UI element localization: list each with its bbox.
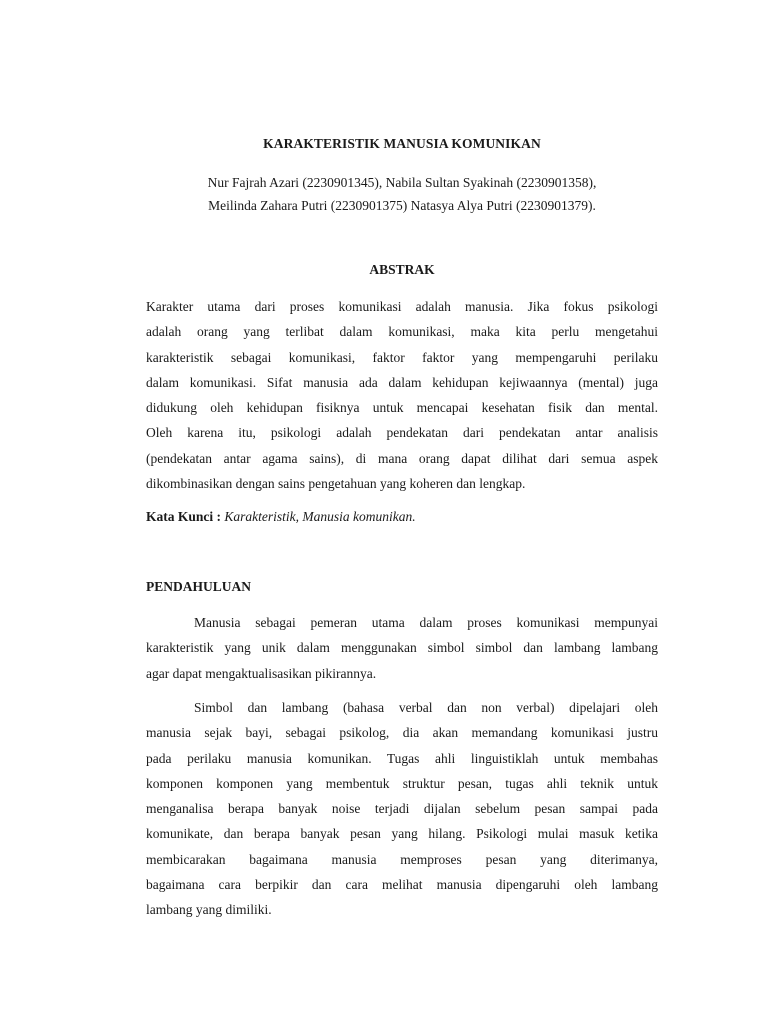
abstract-line: Oleh karena itu, psikologi adalah pendekatan dari pendekatan antar analisis [146,425,658,441]
paragraph-line: Manusia sebagai pemeran utama dalam proses komunikasi mempunyai [194,615,658,630]
abstract-line: dalam komunikasi. Sifat manusia ada dalam kehidupan kejiwaannya (mental) juga [146,374,658,390]
section-heading-introduction: PENDAHULUAN [146,579,252,594]
abstract-heading: ABSTRAK [369,262,435,277]
paragraph-line: karakteristik yang unik dalam menggunakan simbol simbol dan lambang lambang [146,640,658,656]
introduction-paragraph-2 [146,695,658,923]
paragraph-line: agar dapat mengaktualisasikan pikirannya. [146,665,377,681]
abstract-line: dikombinasikan dengan sains pengetahuan yang koheren dan lengkap. [146,476,526,492]
paragraph-line: komponen komponen yang membentuk struktur pesan, tugas ahli teknik untuk [146,775,658,791]
paragraph-line: pada perilaku manusia komunikan. Tugas ahli linguistiklah untuk membahas [146,750,658,766]
author-line: Nur Fajrah Azari (2230901345), Nabila Sultan Syakinah (2230901358), [207,175,597,190]
abstract-line: didukung oleh kehidupan fisiknya untuk mencapai kesehatan fisik dan mental. [146,400,658,416]
author-list [146,171,658,217]
paragraph-line: manusia sejak bayi, sebagai psikolog, dia akan memandang komunikasi justru [146,725,658,741]
abstract-body [146,294,658,496]
abstract-line: karakteristik sebagai komunikasi, faktor faktor yang mempengaruhi perilaku [146,349,658,365]
paragraph-line: menganalisa berapa banyak noise terjadi dijalan sebelum pesan sampai pada [146,801,658,817]
paper-title: KARAKTERISTIK MANUSIA KOMUNIKAN [263,136,541,151]
keywords-label: Kata Kunci : [146,509,222,524]
keywords [146,509,658,525]
abstract-line: Karakter utama dari proses komunikasi adalah manusia. Jika fokus psikologi [146,299,658,314]
paragraph-line: lambang yang dimiliki. [146,902,272,918]
introduction-paragraph-1 [146,610,658,686]
abstract-line: adalah orang yang terlibat dalam komunikasi, maka kita perlu mengetahui [146,324,658,340]
paragraph-line: komunikate, dan berapa banyak pesan yang hilang. Psikologi mulai masuk ketika [146,826,658,842]
paragraph-line: Simbol dan lambang (bahasa verbal dan non verbal) dipelajari oleh [194,700,658,715]
keywords-value: Karakteristik, Manusia komunikan. [224,509,416,524]
paragraph-line: membicarakan bagaimana manusia memproses pesan yang diterimanya, [146,851,658,867]
author-line: Meilinda Zahara Putri (2230901375) Natasya Alya Putri (2230901379). [208,198,596,213]
abstract-line: (pendekatan antar agama sains), di mana orang dapat dilihat dari semua aspek [146,450,658,466]
paragraph-line: bagaimana cara berpikir dan cara melihat manusia dipengaruhi oleh lambang [146,877,658,893]
